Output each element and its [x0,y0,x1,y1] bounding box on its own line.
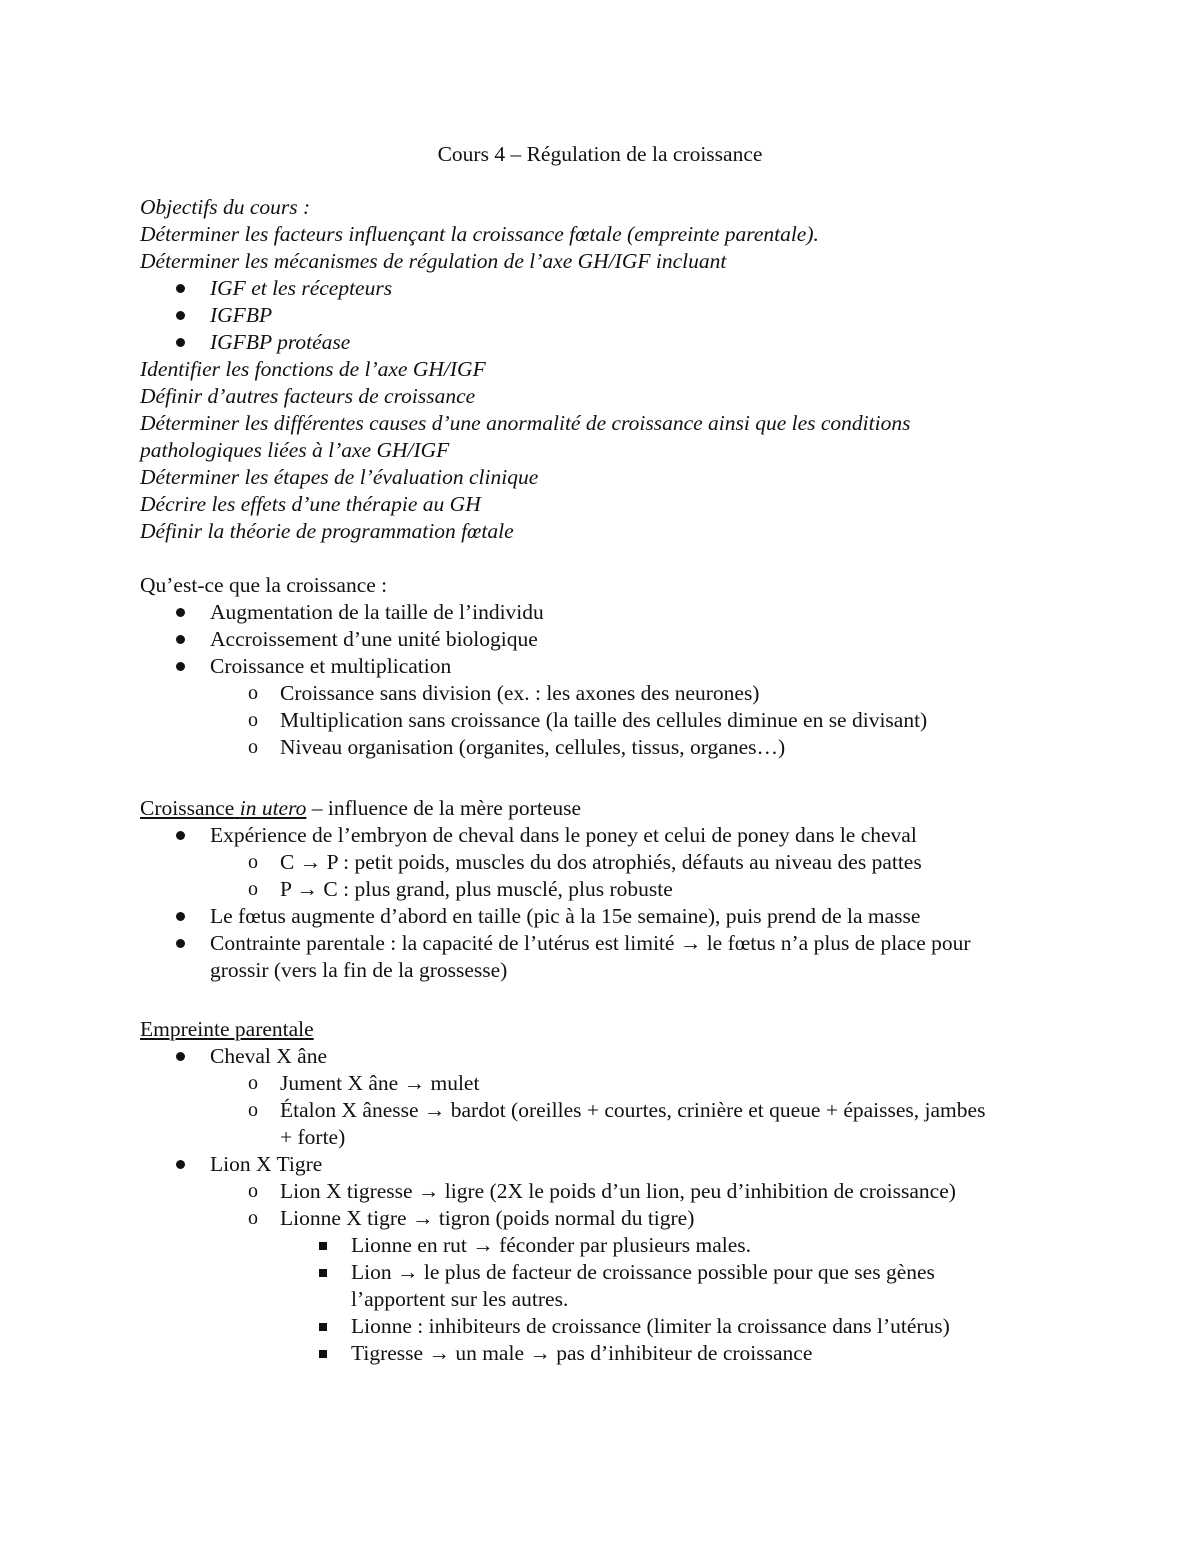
list-item-continuation: + forte) [280,1125,346,1149]
in-utero-section [140,795,1100,984]
list-item: Croissance et multiplication [140,653,1100,680]
bullet-dot-icon [170,302,190,329]
objective-line: Identifier les fonctions de l’axe GH/IGF [140,357,486,381]
what-is-growth-section [140,572,1100,761]
list-item: IGFBP [140,302,1100,329]
list-item: Cheval X âne [140,1043,1100,1070]
sub-sub-list-item: Lionne en rut → féconder par plusieurs males. [140,1232,1100,1259]
bullet-circle-icon: o [248,1207,258,1229]
objective-line: Déterminer les différentes causes d’une anormalité de croissance ainsi que les conditions [140,411,911,435]
sub-list-item: o Croissance sans division (ex. : les axones des neurones) [140,680,1100,707]
objective-line: Définir d’autres facteurs de croissance [140,384,476,408]
list-item: Accroissement d’une unité biologique [140,626,1100,653]
bullet-circle-icon: o [248,682,258,704]
list-item: IGF et les récepteurs [140,275,1100,302]
section-heading: Qu’est-ce que la croissance : [140,573,388,597]
bullet-dot-icon [170,653,190,680]
objectives-section [140,194,1100,545]
bullet-square-icon [313,1340,333,1367]
list-item: Contrainte parentale : la capacité de l’utérus est limité → le fœtus n’a plus de place pour [140,930,1100,957]
objectives-heading: Objectifs du cours : [140,195,311,219]
bullet-circle-icon: o [248,1099,258,1121]
list-item-continuation: grossir (vers la fin de la grossesse) [210,958,508,982]
sub-list-item: o P → C : plus grand, plus musclé, plus robuste [140,876,1100,903]
bullet-circle-icon: o [248,736,258,758]
sub-list-item: o Niveau organisation (organites, cellules, tissus, organes…) [140,734,1100,761]
sub-sub-list-item: Lionne : inhibiteurs de croissance (limiter la croissance dans l’utérus) [140,1313,1100,1340]
bullet-square-icon [313,1313,333,1340]
bullet-circle-icon: o [248,1180,258,1202]
objective-line: Déterminer les mécanismes de régulation de l’axe GH/IGF incluant [140,249,727,273]
bullet-circle-icon: o [248,1072,258,1094]
sub-list-item: o Lionne X tigre → tigron (poids normal du tigre) [140,1205,1100,1232]
bullet-dot-icon [170,822,190,849]
bullet-dot-icon [170,626,190,653]
sub-sub-list-item: Lion → le plus de facteur de croissance possible pour que ses gènes [140,1259,1100,1286]
list-item: Expérience de l’embryon de cheval dans le poney et celui de poney dans le cheval [140,822,1100,849]
objective-line: Décrire les effets d’une thérapie au GH [140,492,481,516]
sub-list-item: o Multiplication sans croissance (la taille des cellules diminue en se divisant) [140,707,1100,734]
list-item: Augmentation de la taille de l’individu [140,599,1100,626]
bullet-square-icon [313,1259,333,1286]
bullet-square-icon [313,1232,333,1259]
sub-list-item: o Étalon X ânesse → bardot (oreilles + courtes, crinière et queue + épaisses, jambes [140,1097,1100,1124]
bullet-circle-icon: o [248,851,258,873]
bullet-dot-icon [170,275,190,302]
objective-line: Déterminer les étapes de l’évaluation clinique [140,465,539,489]
list-item: IGFBP protéase [140,329,1100,356]
objective-line: pathologiques liées à l’axe GH/IGF [140,438,450,462]
bullet-circle-icon: o [248,878,258,900]
sub-sub-list-item: Tigresse → un male → pas d’inhibiteur de croissance [140,1340,1100,1367]
bullet-dot-icon [170,329,190,356]
sub-list-item: o Jument X âne → mulet [140,1070,1100,1097]
bullet-dot-icon [170,1151,190,1178]
page-title: Cours 4 – Régulation de la croissance [437,142,763,166]
bullet-dot-icon [170,599,190,626]
bullet-dot-icon [170,903,190,930]
list-item-continuation: l’apportent sur les autres. [351,1287,569,1311]
objective-line: Définir la théorie de programmation fœtale [140,519,514,543]
section-heading: Croissance in utero – influence de la mère porteuse [140,796,582,820]
list-item: Lion X Tigre [140,1151,1100,1178]
section-heading: Empreinte parentale [140,1017,314,1041]
objective-line: Déterminer les facteurs influençant la croissance fœtale (empreinte parentale). [140,222,819,246]
bullet-dot-icon [170,1043,190,1070]
bullet-dot-icon [170,930,190,957]
sub-list-item: o C → P : petit poids, muscles du dos atrophiés, défauts au niveau des pattes [140,849,1100,876]
imprint-section [140,1016,1100,1367]
bullet-circle-icon: o [248,709,258,731]
sub-list-item: o Lion X tigresse → ligre (2X le poids d’un lion, peu d’inhibition de croissance) [140,1178,1100,1205]
list-item: Le fœtus augmente d’abord en taille (pic à la 15e semaine), puis prend de la masse [140,903,1100,930]
